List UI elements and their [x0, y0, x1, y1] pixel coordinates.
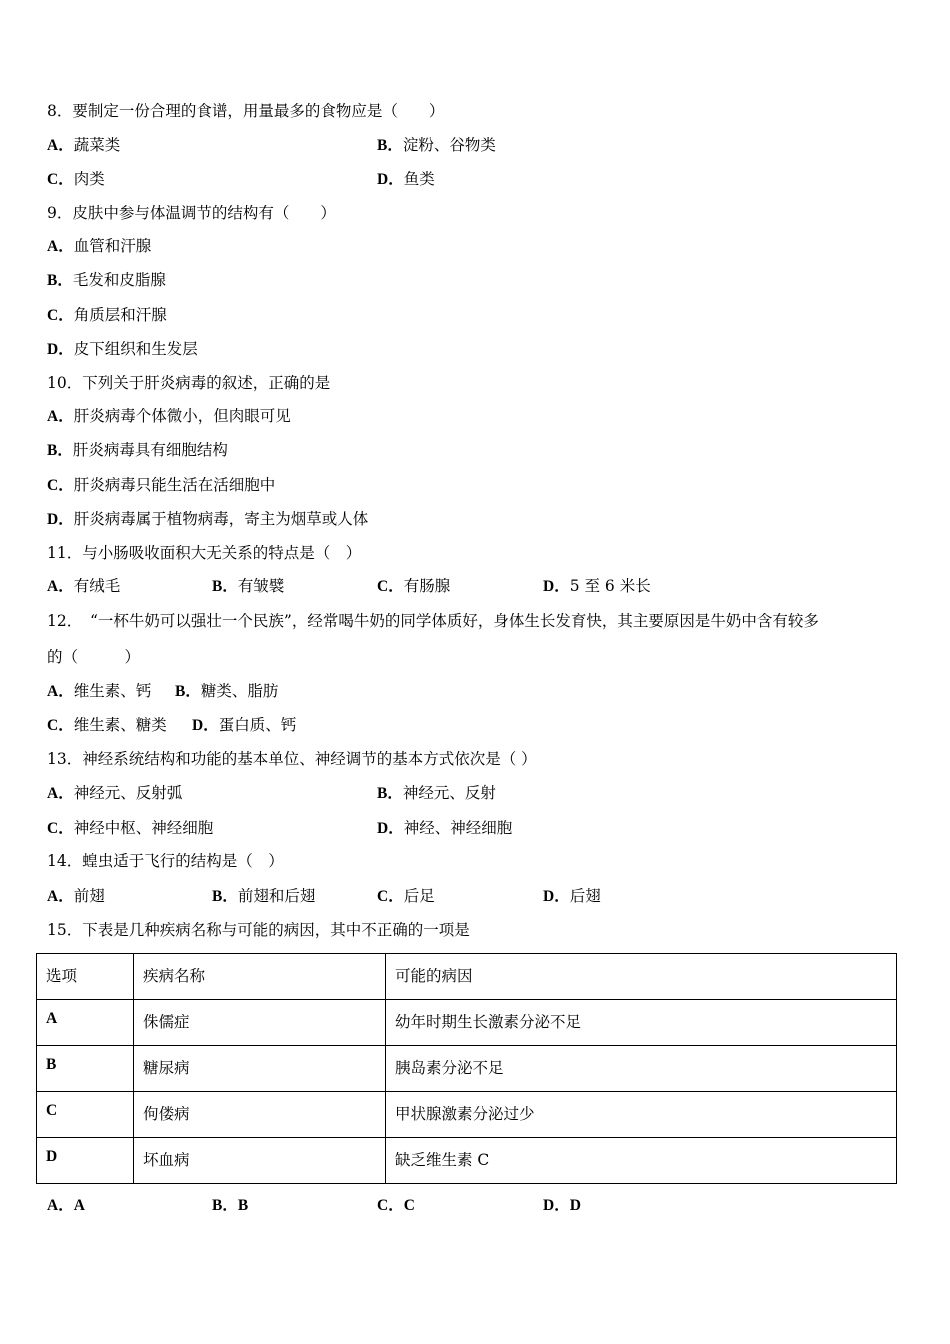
option-key: A． — [47, 238, 74, 255]
option-text: 有绒毛 — [73, 577, 121, 595]
question-15-option-a[interactable] — [47, 1195, 85, 1216]
option-key: B． — [212, 578, 238, 595]
option-key: C． — [377, 888, 404, 905]
option-text: 后足 — [403, 887, 435, 905]
question-10-option-a[interactable] — [47, 406, 291, 427]
question-13-stem: 13．神经系统结构和功能的基本单位、神经调节的基本方式依次是（ ） — [47, 750, 537, 768]
table-cell-option: C — [37, 1092, 134, 1138]
option-key: C． — [47, 171, 74, 188]
option-text: 血管和汗腺 — [73, 237, 152, 255]
question-14-option-c[interactable] — [377, 886, 435, 907]
question-10-option-c[interactable] — [47, 475, 275, 496]
option-key: D． — [192, 717, 219, 734]
option-key: C． — [377, 578, 404, 595]
option-text: 肝炎病毒个体微小，但肉眼可见 — [73, 407, 291, 425]
question-11-option-d[interactable] — [543, 576, 651, 597]
question-15-option-b[interactable] — [212, 1195, 248, 1216]
option-text: 有皱襞 — [237, 577, 285, 595]
table-header-row — [37, 954, 897, 1000]
question-8-option-c[interactable] — [47, 169, 105, 190]
table-header-cell: 选项 — [37, 954, 134, 1000]
question-10-option-b[interactable] — [47, 440, 228, 461]
option-key: A． — [47, 888, 74, 905]
option-text: 蔬菜类 — [73, 136, 121, 154]
table-row — [37, 1138, 897, 1184]
option-text: 神经、神经细胞 — [403, 819, 513, 837]
table-cell-disease: 糖尿病 — [134, 1046, 386, 1092]
question-8-stem: 8．要制定一份合理的食谱，用量最多的食物应是（ ） — [47, 102, 445, 120]
option-key: C． — [47, 820, 74, 837]
table-cell-disease: 佝偻病 — [134, 1092, 386, 1138]
question-9-option-a[interactable] — [47, 236, 151, 257]
question-11-stem: 11．与小肠吸收面积大无关系的特点是（ ） — [47, 544, 362, 562]
option-text: 肝炎病毒具有细胞结构 — [72, 441, 228, 459]
question-11-option-b[interactable] — [212, 576, 284, 597]
question-12-option-d[interactable] — [192, 715, 296, 736]
option-key: D． — [543, 888, 570, 905]
question-12-option-b[interactable] — [175, 681, 278, 702]
option-text: 前翅和后翅 — [237, 887, 316, 905]
question-14-stem: 14．蝗虫适于飞行的结构是（ ） — [47, 852, 284, 870]
option-key: A． — [47, 578, 74, 595]
table-cell-cause: 胰岛素分泌不足 — [386, 1046, 897, 1092]
question-8-option-a[interactable] — [47, 135, 120, 156]
option-text: 肉类 — [73, 170, 105, 188]
option-key: D． — [543, 1197, 570, 1214]
question-14-option-b[interactable] — [212, 886, 315, 907]
option-text: 肝炎病毒只能生活在活细胞中 — [73, 476, 276, 494]
table-header-cell: 疾病名称 — [134, 954, 386, 1000]
option-text: 神经中枢、神经细胞 — [73, 819, 214, 837]
question-9-option-b[interactable] — [47, 270, 166, 291]
option-text: A — [73, 1197, 85, 1214]
table-cell-cause: 缺乏维生素 C — [386, 1138, 897, 1184]
question-14-option-a[interactable] — [47, 886, 105, 907]
question-9-stem: 9．皮肤中参与体温调节的结构有（ ） — [47, 204, 336, 222]
option-key: D． — [543, 578, 570, 595]
table-cell-cause: 甲状腺激素分泌过少 — [386, 1092, 897, 1138]
option-key: C． — [47, 717, 74, 734]
option-key: B． — [175, 683, 201, 700]
option-text: 前翅 — [73, 887, 105, 905]
option-text: 糖类、脂肪 — [200, 682, 279, 700]
option-text: 5 至 6 米长 — [569, 577, 651, 595]
option-text: 维生素、钙 — [73, 682, 152, 700]
disease-table — [36, 953, 897, 1184]
question-11-option-c[interactable] — [377, 576, 450, 597]
option-key: C． — [47, 307, 74, 324]
option-key: B． — [377, 785, 403, 802]
question-11-option-a[interactable] — [47, 576, 120, 597]
question-14-option-d[interactable] — [543, 886, 601, 907]
option-key: A． — [47, 408, 74, 425]
option-text: 鱼类 — [403, 170, 435, 188]
option-key: C． — [377, 1197, 404, 1214]
question-8-option-d[interactable] — [377, 169, 435, 190]
question-12-option-c[interactable] — [47, 715, 167, 736]
question-15-option-c[interactable] — [377, 1195, 415, 1216]
table-header-cell: 可能的病因 — [386, 954, 897, 1000]
option-text: 后翅 — [569, 887, 601, 905]
table-cell-option: B — [37, 1046, 134, 1092]
option-text: 淀粉、谷物类 — [402, 136, 496, 154]
question-13-option-a[interactable] — [47, 783, 182, 804]
option-text: 蛋白质、钙 — [218, 716, 297, 734]
question-15-stem: 15．下表是几种疾病名称与可能的病因，其中不正确的一项是 — [47, 921, 470, 939]
question-8-option-b[interactable] — [377, 135, 496, 156]
option-text: B — [237, 1197, 249, 1214]
option-text: D — [569, 1197, 581, 1214]
question-9-option-c[interactable] — [47, 305, 167, 326]
table-cell-disease: 侏儒症 — [134, 1000, 386, 1046]
question-9-option-d[interactable] — [47, 339, 198, 360]
question-13-option-d[interactable] — [377, 818, 512, 839]
option-key: B． — [377, 137, 403, 154]
question-12-option-a[interactable] — [47, 681, 151, 702]
option-text: 有肠腺 — [403, 577, 451, 595]
option-key: B． — [212, 1197, 238, 1214]
option-key: B． — [212, 888, 238, 905]
option-key: D． — [47, 341, 74, 358]
option-text: 角质层和汗腺 — [73, 306, 167, 324]
table-cell-option: A — [37, 1000, 134, 1046]
option-key: D． — [377, 820, 404, 837]
option-key: A． — [47, 785, 74, 802]
question-13-option-c[interactable] — [47, 818, 213, 839]
option-text: 维生素、糖类 — [73, 716, 167, 734]
table-cell-option: D — [37, 1138, 134, 1184]
question-13-option-b[interactable] — [377, 783, 496, 804]
option-key: A． — [47, 1197, 74, 1214]
question-15-option-d[interactable] — [543, 1195, 581, 1216]
question-10-stem: 10．下列关于肝炎病毒的叙述，正确的是 — [47, 374, 331, 392]
option-key: C． — [47, 477, 74, 494]
table-row — [37, 1046, 897, 1092]
option-key: A． — [47, 137, 74, 154]
option-key: A． — [47, 683, 74, 700]
table-cell-disease: 坏血病 — [134, 1138, 386, 1184]
option-text: 神经元、反射弧 — [73, 784, 183, 802]
option-text: C — [403, 1197, 415, 1214]
question-12-stem-line2: 的（ ） — [47, 648, 141, 666]
table-row — [37, 1092, 897, 1138]
option-text: 肝炎病毒属于植物病毒，寄主为烟草或人体 — [73, 510, 369, 528]
question-12-stem-line1: 12． “一杯牛奶可以强壮一个民族”，经常喝牛奶的同学体质好，身体生长发育快，其主要原因是牛奶中含有较多 — [47, 612, 819, 630]
table-cell-cause: 幼年时期生长激素分泌不足 — [386, 1000, 897, 1046]
option-key: D． — [377, 171, 404, 188]
option-key: D． — [47, 511, 74, 528]
option-text: 皮下组织和生发层 — [73, 340, 198, 358]
option-key: B． — [47, 272, 73, 289]
option-text: 神经元、反射 — [402, 784, 496, 802]
option-key: B． — [47, 442, 73, 459]
table-row — [37, 1000, 897, 1046]
question-10-option-d[interactable] — [47, 509, 368, 530]
option-text: 毛发和皮脂腺 — [72, 271, 166, 289]
